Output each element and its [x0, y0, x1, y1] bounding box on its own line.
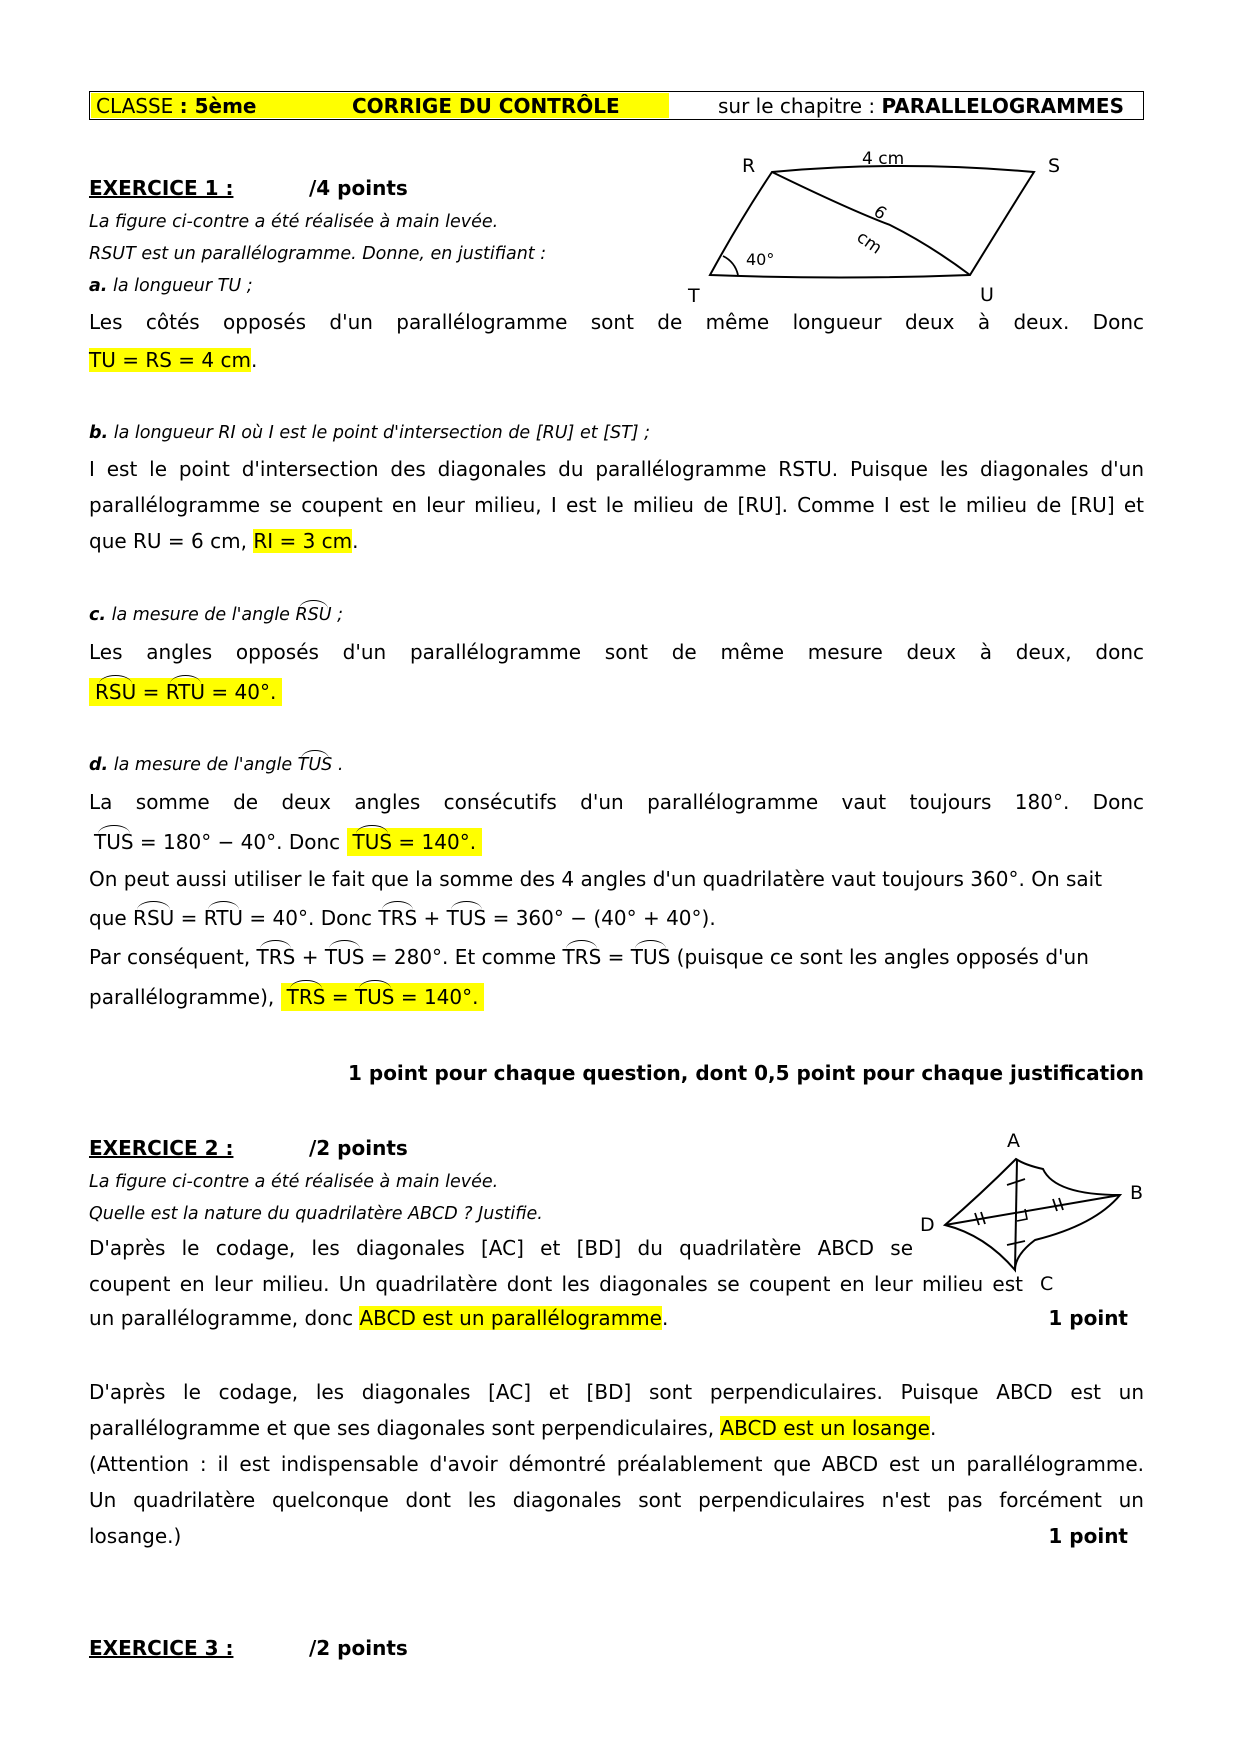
exercise-2-heading [89, 1136, 233, 1160]
angle-trs: TRS [562, 945, 602, 969]
angle-t-value: 40° [746, 250, 775, 269]
parallelogram-highlight: ABCD est un parallélogramme [359, 1306, 662, 1330]
exercise-1-points: /4 points [309, 176, 408, 200]
ex1-answer-d-line1: La somme de deux angles consécutifs d'un parallélogramme vaut toujours 180°. Donc [89, 790, 1144, 814]
text: parallélogramme et que ses diagonales sont perpendiculaires, [89, 1416, 721, 1440]
vertex-d-label: D [920, 1214, 935, 1236]
ex1-scoring-note: 1 point pour chaque question, dont 0,5 point pour chaque justification [348, 1061, 1144, 1085]
angle-tus-label: TUS [297, 755, 333, 775]
vertex-r-label: R [742, 155, 756, 177]
ex1-answer-d-line2 [94, 830, 482, 854]
equals: = [136, 680, 166, 704]
question-d-letter: d. [89, 755, 109, 775]
answer-c-highlight [89, 678, 282, 706]
diagonal-length-unit: cm [852, 227, 886, 259]
ex2-para2-line5: losange.) [89, 1524, 182, 1548]
ex2-para2-line3: (Attention : il est indispensable d'avoir démontré préalablement que ABCD est un parallélogramme. [89, 1452, 1144, 1476]
text: = 280°. Et comme [364, 945, 563, 969]
ex1-answer-a-line1: Les côtés opposés d'un parallélogramme sont de même longueur deux à deux. Donc [89, 310, 1144, 334]
ex1-answer-c-line2 [89, 680, 282, 704]
ex1-answer-b-line2: parallélogramme se coupent en leur milieu, I est le milieu de [RU]. Comme I est le milieu de [RU] et [89, 493, 1144, 517]
diagonal-ac [1015, 1159, 1017, 1270]
answer-b-text: que RU = 6 cm, [89, 529, 254, 553]
angle-rtu: RTU [165, 680, 206, 704]
diagonal-ru [772, 172, 970, 275]
diagonal-bd [945, 1195, 1120, 1225]
angle-trs: TRS [256, 945, 296, 969]
answer-d-final-highlight [281, 983, 485, 1011]
text: Par conséquent, [89, 945, 257, 969]
ex1-intro-2: RSUT est un parallélogramme. Donne, en justifiant : [89, 244, 547, 264]
vertex-a-label: A [1007, 1130, 1020, 1152]
text: un parallélogramme, donc [89, 1306, 360, 1330]
vertex-s-label: S [1048, 155, 1061, 177]
answer-d-highlight [347, 828, 483, 856]
text: parallélogramme), [89, 985, 281, 1009]
ex2-para1-line1: D'après le codage, les diagonales [AC] et [BD] du quadrilatère ABCD se [89, 1236, 913, 1260]
angle-tus: TUS [354, 985, 395, 1009]
ex1-question-b [89, 423, 650, 443]
value: = 40°. [205, 680, 277, 704]
ex1-answer-b-line1: I est le point d'intersection des diagonales du parallélogramme RSTU. Puisque les diagonales d'un [89, 457, 1144, 481]
question-a-letter: a. [89, 276, 108, 296]
angle-tus: TUS [352, 830, 393, 854]
equals: = [601, 945, 631, 969]
question-c-letter: c. [89, 605, 107, 625]
equals: = [174, 906, 204, 930]
rhombus-abcd-figure [915, 1125, 1155, 1295]
question-b-text: la longueur RI où I est le point d'intersection de [RU] et [ST] ; [108, 423, 651, 443]
exercise-3-title: EXERCICE 3 : [89, 1636, 234, 1660]
angle-tus: TUS [630, 945, 671, 969]
answer-b-highlight: RI = 3 cm [253, 529, 353, 553]
ex2-para2-points: 1 point [1048, 1524, 1128, 1548]
text: . [661, 1306, 669, 1330]
angle-rsu-label: RSU [295, 605, 332, 625]
text: (puisque ce sont les angles opposés d'un [670, 945, 1089, 969]
exercise-2-title: EXERCICE 2 : [89, 1136, 234, 1160]
side-rs-length: 4 cm [862, 149, 905, 169]
angle-tus: TUS [324, 945, 365, 969]
answer-a-highlight: TU = RS = 4 cm [89, 348, 251, 372]
text: = 40°. Donc [243, 906, 379, 930]
parallelogram-rsut-figure [680, 140, 1080, 320]
plus: + [295, 945, 325, 969]
question-d-end: . [332, 755, 344, 775]
value: = 140°. [394, 985, 479, 1009]
ex1-answer-c-line1: Les angles opposés d'un parallélogramme sont de même mesure deux à deux, donc [89, 640, 1144, 664]
ex2-para1-line3 [89, 1306, 668, 1330]
calc: = 360° − (40° + 40°). [486, 906, 716, 930]
question-c-end: ; [331, 605, 344, 625]
header-box [89, 91, 1144, 120]
ex1-intro-1: La figure ci-contre a été réalisée à main levée. [89, 212, 499, 232]
exercise-1-heading [89, 176, 233, 200]
angle-tus: TUS [94, 830, 134, 854]
angle-tus: TUS [446, 906, 487, 930]
ex1-question-d [89, 755, 343, 775]
question-d-text: la mesure de l'angle [108, 755, 298, 775]
angle-trs: TRS [286, 985, 326, 1009]
ex2-para1-line2: coupent en leur milieu. Un quadrilatère dont les diagonales se coupent en leur milieu est [89, 1272, 1023, 1296]
ex2-para2-line2 [89, 1416, 936, 1440]
plus: + [417, 906, 447, 930]
angle-rsu: RSU [95, 680, 137, 704]
answer-a-end: . [250, 348, 258, 372]
question-a-text: la longueur TU ; [107, 276, 253, 296]
vertex-u-label: U [980, 284, 994, 306]
exercise-1-title: EXERCICE 1 : [89, 176, 234, 200]
exercise-2-points: /2 points [309, 1136, 408, 1160]
exercise-3-points: /2 points [309, 1636, 408, 1660]
ex1-answer-a-line2 [89, 348, 257, 372]
text: que [89, 906, 134, 930]
question-c-text: la mesure de l'angle [106, 605, 296, 625]
ex1-question-a [89, 276, 253, 296]
vertex-c-label: C [1040, 1273, 1054, 1295]
ex1-question-c [89, 605, 343, 625]
ex1-answer-d-line5 [89, 945, 1089, 969]
equals: = [325, 985, 355, 1009]
ex2-para1-points: 1 point [1048, 1306, 1128, 1330]
angle-rtu: RTU [203, 906, 244, 930]
ex2-para2-line1: D'après le codage, les diagonales [AC] et [BD] sont perpendiculaires. Puisque ABCD est un [89, 1380, 1144, 1404]
angle-t-arc [723, 256, 738, 275]
vertex-t-label: T [688, 285, 700, 307]
question-b-letter: b. [89, 423, 109, 443]
ex2-intro-1: La figure ci-contre a été réalisée à main levée. [89, 1172, 499, 1192]
exercise-3-heading [89, 1636, 233, 1660]
text: . [930, 1416, 937, 1440]
angle-trs: TRS [378, 906, 418, 930]
value: = 140°. [392, 830, 477, 854]
chapter-label: sur le chapitre : PARALLELOGRAMMES [718, 94, 1124, 118]
ex2-intro-2: Quelle est la nature du quadrilatère ABCD ? Justifie. [89, 1204, 543, 1224]
ex1-answer-d-line6 [89, 985, 484, 1009]
vertex-b-label: B [1130, 1182, 1144, 1204]
ex1-answer-b-line3 [89, 529, 359, 553]
diagonal-length-number: 6 [869, 201, 890, 225]
class-label: CLASSE : 5ème [96, 94, 257, 118]
angle-rsu: RSU [133, 906, 175, 930]
document-title: CORRIGE DU CONTRÔLE [352, 94, 620, 118]
calc: = 180° − 40°. Donc [133, 830, 347, 854]
rhombus-highlight: ABCD est un losange [720, 1416, 930, 1440]
answer-b-end: . [352, 529, 359, 553]
ex1-answer-d-line4 [89, 906, 716, 930]
ex2-para2-line4: Un quadrilatère quelconque dont les diagonales sont perpendiculaires n'est pas forcément un [89, 1488, 1144, 1512]
quadrilateral-outline [945, 1159, 1120, 1270]
ex1-answer-d-line3: On peut aussi utiliser le fait que la somme des 4 angles d'un quadrilatère vaut toujours 360°. On sait [89, 867, 1103, 891]
